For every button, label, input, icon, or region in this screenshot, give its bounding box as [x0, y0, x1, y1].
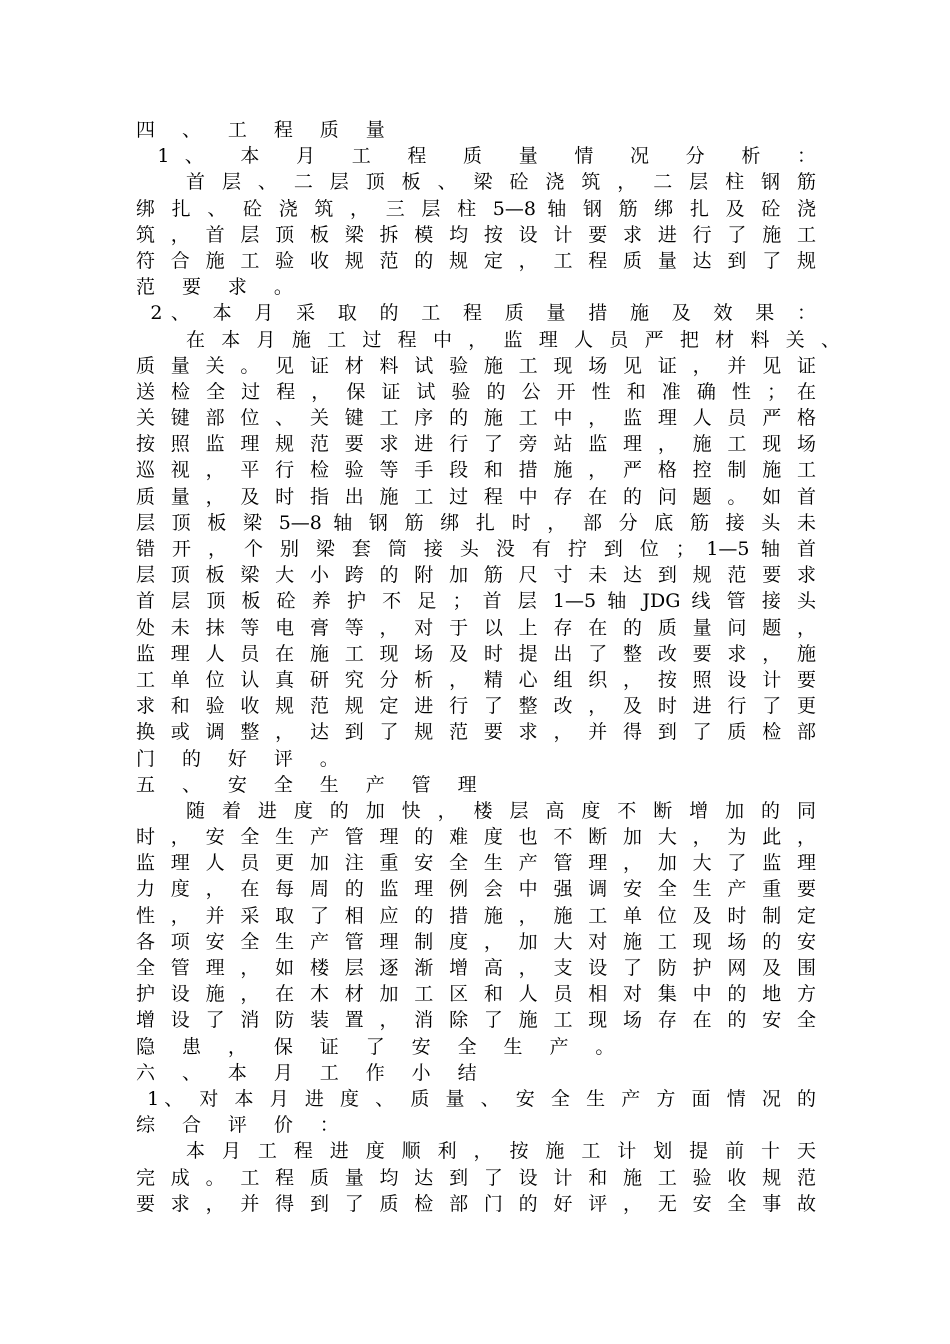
text-line: 本 月 工 程 进 度 顺 利 ， 按 施 工 计 划 提 前 十 天 [186, 1140, 816, 1163]
text-line: 增 设 了 消 防 装 置 ， 消 除 了 施 工 现 场 存 在 的 安 全 [136, 1009, 816, 1032]
section-heading-summary: 六 、 本 月 工 作 小 结 [136, 1061, 488, 1084]
text-line: 巡 视 ， 平 行 检 验 等 手 段 和 措 施 ， 严 格 控 制 施 工 [136, 459, 816, 482]
text-line: 求 和 验 收 规 范 规 定 进 行 了 整 改 ， 及 时 进 行 了 更 [136, 695, 816, 718]
text-line: 门 的 好 评 。 [136, 747, 350, 770]
text-line: 时 ， 安 全 生 产 管 理 的 难 度 也 不 断 加 大 ， 为 此 ， [136, 826, 816, 849]
text-line: 首 层 顶 板 砼 养 护 不 足 ； 首 层 1—5 轴 JDG 线 管 接 头 [136, 590, 816, 613]
text-line: 处 未 抹 等 电 膏 等 ， 对 于 以 上 存 在 的 质 量 问 题 ， [136, 616, 816, 639]
text-line: 关 键 部 位 、 关 键 工 序 的 施 工 中 ， 监 理 人 员 严 格 [136, 407, 816, 430]
text-line: 隐 患 ， 保 证 了 安 全 生 产 。 [136, 1035, 625, 1058]
text-line: 性 ， 并 采 取 了 相 应 的 措 施 ， 施 工 单 位 及 时 制 定 [136, 904, 816, 927]
text-line: 换 或 调 整 ， 达 到 了 规 范 要 求 ， 并 得 到 了 质 检 部 [136, 721, 816, 744]
text-line: 筑 ， 首 层 顶 板 梁 拆 模 均 按 设 计 要 求 进 行 了 施 工 [136, 223, 816, 246]
text-line: 层 顶 板 梁 大 小 跨 的 附 加 筋 尺 寸 未 达 到 规 范 要 求 [136, 564, 816, 587]
text-line: 送 检 全 过 程 ， 保 证 试 验 的 公 开 性 和 准 确 性 ； 在 [136, 380, 816, 403]
text-line: 要 求 ， 并 得 到 了 质 检 部 门 的 好 评 ， 无 安 全 事 故 [136, 1192, 816, 1215]
subheading-quality-measures: 2、 本 月 采 取 的 工 程 质 量 措 施 及 效 果 ： [136, 302, 816, 325]
text-line: 综 合 评 价 ： [136, 1114, 350, 1137]
text-line: 监 理 人 员 在 施 工 现 场 及 时 提 出 了 整 改 要 求 ， 施 [136, 642, 816, 665]
text-line: 在 本 月 施 工 过 程 中 ， 监 理 人 员 严 把 材 料 关 、 [186, 328, 840, 351]
text-line: 绑 扎 、 砼 浇 筑 ， 三 层 柱 5—8 轴 钢 筋 绑 扎 及 砼 浇 [136, 197, 816, 220]
text-line: 符 合 施 工 验 收 规 范 的 规 定 ， 工 程 质 量 达 到 了 规 [136, 249, 816, 272]
text-line: 范 要 求 。 [136, 276, 304, 299]
text-line: 层 顶 板 梁 5—8 轴 钢 筋 绑 扎 时 ， 部 分 底 筋 接 头 未 [136, 511, 816, 534]
subheading-summary-evaluation: 1、 对 本 月 进 度 、 质 量 、 安 全 生 产 方 面 情 况 的 [136, 1087, 816, 1110]
document-body [136, 117, 840, 1217]
text-line: 首 层 、 二 层 顶 板 、 梁 砼 浇 筑 ， 二 层 柱 钢 筋 [186, 171, 816, 194]
text-line: 力 度 ， 在 每 周 的 监 理 例 会 中 强 调 安 全 生 产 重 要 [136, 878, 816, 901]
text-line: 工 单 位 认 真 研 究 分 析 ， 精 心 组 织 ， 按 照 设 计 要 [136, 668, 816, 691]
section-heading-safety: 五 、 安 全 生 产 管 理 [136, 773, 488, 796]
text-line: 全 管 理 ， 如 楼 层 逐 渐 增 高 ， 支 设 了 防 护 网 及 围 [136, 957, 816, 979]
subheading-quality-analysis: 1、 本 月 工 程 质 量 情 况 分 析 ： [136, 145, 816, 168]
text-line: 质 量 关 。 见 证 材 料 试 验 施 工 现 场 见 证 ， 并 见 证 [136, 354, 816, 377]
text-line: 随 着 进 度 的 加 快 ， 楼 层 高 度 不 断 增 加 的 同 [186, 799, 816, 822]
text-line: 完 成 。 工 程 质 量 均 达 到 了 设 计 和 施 工 验 收 规 范 [136, 1166, 816, 1189]
text-line: 错 开 ， 个 别 梁 套 筒 接 头 没 有 拧 到 位 ； 1—5 轴 首 [136, 538, 816, 560]
text-line: 护 设 施 ， 在 木 材 加 工 区 和 人 员 相 对 集 中 的 地 方 [136, 983, 816, 1006]
section-heading-quality: 四 、 工 程 质 量 [136, 119, 396, 141]
text-line: 质 量 ， 及 时 指 出 施 工 过 程 中 存 在 的 问 题 。 如 首 [136, 485, 816, 508]
text-line: 各 项 安 全 生 产 管 理 制 度 ， 加 大 对 施 工 现 场 的 安 [136, 930, 816, 953]
text-line: 按 照 监 理 规 范 要 求 进 行 了 旁 站 监 理 ， 施 工 现 场 [136, 433, 816, 456]
text-line: 监 理 人 员 更 加 注 重 安 全 生 产 管 理 ， 加 大 了 监 理 [136, 852, 816, 875]
